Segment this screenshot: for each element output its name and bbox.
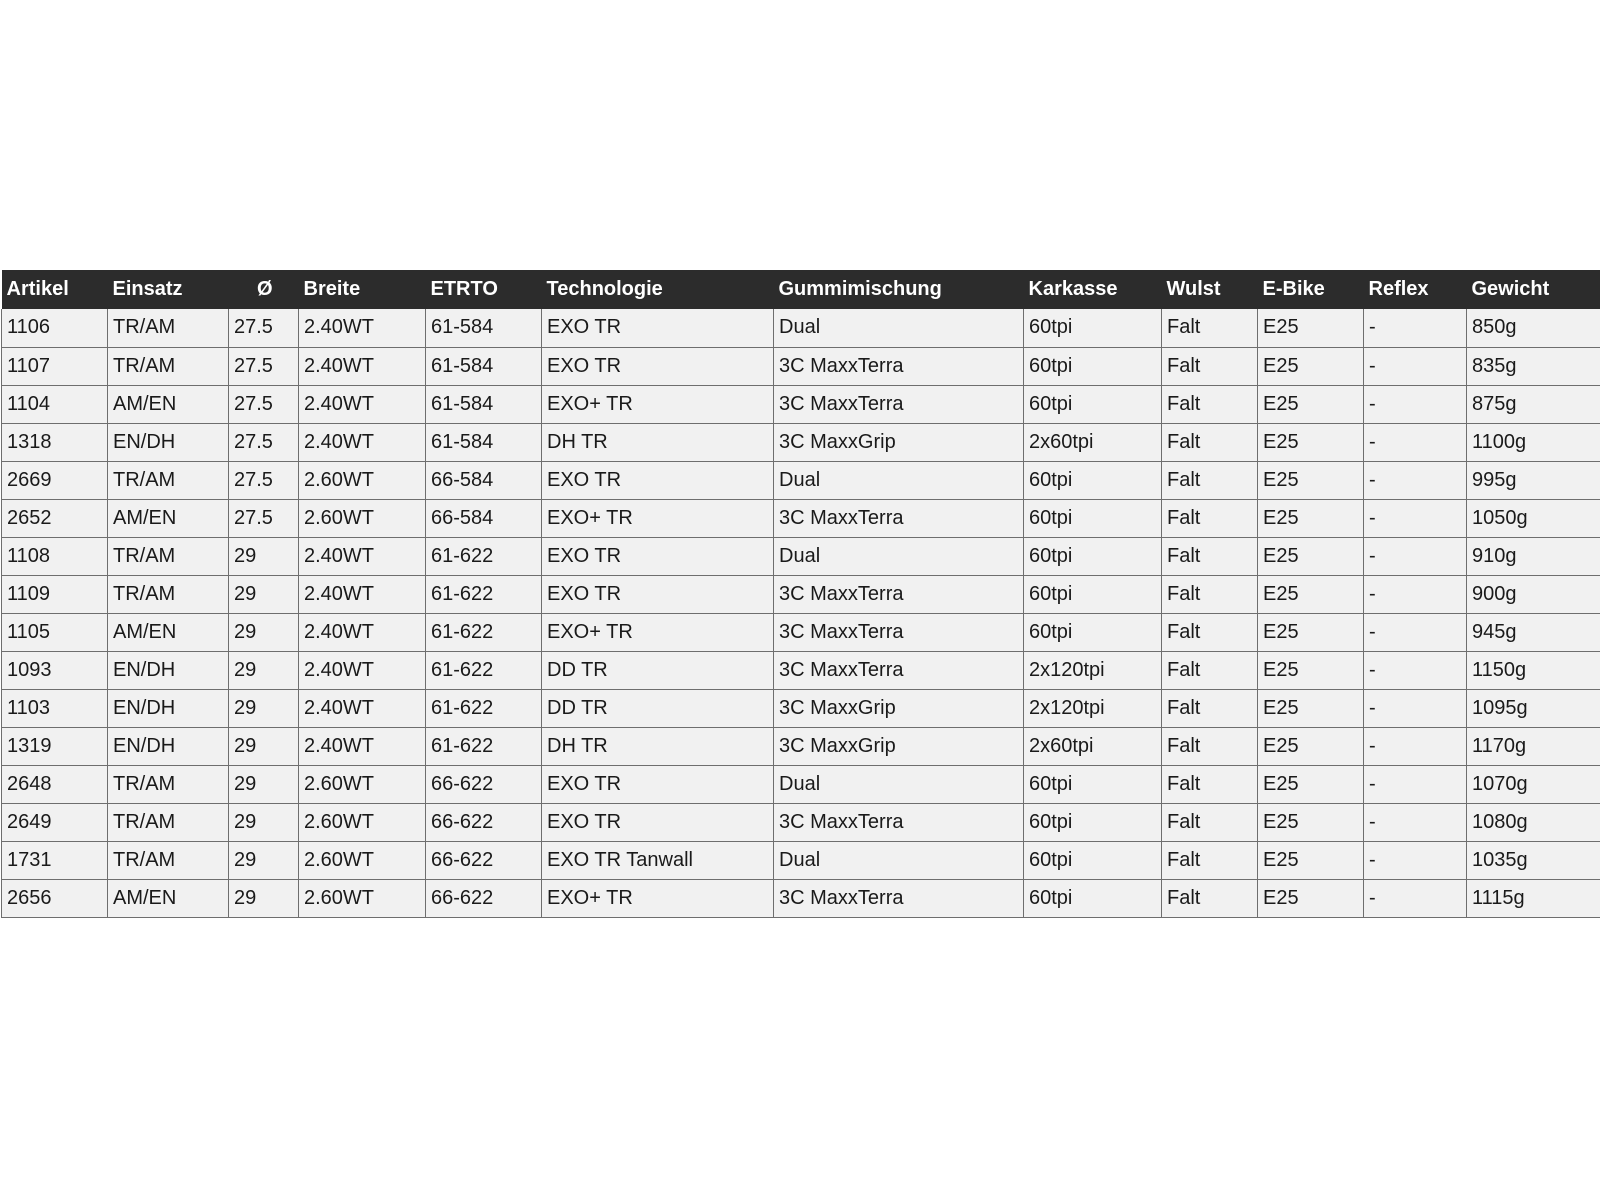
cell-technologie: EXO TR <box>542 765 774 803</box>
cell-etrto: 61-622 <box>426 651 542 689</box>
cell-wulst: Falt <box>1162 613 1258 651</box>
cell-e-bike: E25 <box>1258 765 1364 803</box>
cell-diameter: 27.5 <box>229 423 299 461</box>
cell-reflex: - <box>1364 765 1467 803</box>
cell-reflex: - <box>1364 423 1467 461</box>
cell-gewicht: 1070g <box>1467 765 1600 803</box>
cell-technologie: EXO TR <box>542 803 774 841</box>
table-header <box>2 270 1600 309</box>
cell-etrto: 66-584 <box>426 499 542 537</box>
cell-etrto: 61-584 <box>426 423 542 461</box>
cell-reflex: - <box>1364 803 1467 841</box>
cell-e-bike: E25 <box>1258 423 1364 461</box>
cell-breite: 2.40WT <box>299 613 426 651</box>
cell-e-bike: E25 <box>1258 309 1364 347</box>
cell-einsatz: AM/EN <box>108 385 229 423</box>
cell-einsatz: EN/DH <box>108 651 229 689</box>
column-header-gummimischung: Gummimischung <box>778 278 942 300</box>
cell-breite: 2.40WT <box>299 689 426 727</box>
cell-diameter: 27.5 <box>229 461 299 499</box>
cell-wulst: Falt <box>1162 727 1258 765</box>
cell-einsatz: EN/DH <box>108 423 229 461</box>
cell-artikel: 1107 <box>2 347 108 385</box>
cell-gewicht: 910g <box>1467 537 1600 575</box>
cell-gummimischung: 3C MaxxTerra <box>774 879 1024 917</box>
cell-gummimischung: 3C MaxxTerra <box>774 385 1024 423</box>
table-row <box>2 803 1600 841</box>
cell-artikel: 1319 <box>2 727 108 765</box>
cell-einsatz: TR/AM <box>108 765 229 803</box>
cell-gewicht: 900g <box>1467 575 1600 613</box>
cell-breite: 2.40WT <box>299 537 426 575</box>
cell-technologie: EXO+ TR <box>542 613 774 651</box>
cell-technologie: EXO TR Tanwall <box>542 841 774 879</box>
table-row <box>2 765 1600 803</box>
cell-technologie: EXO TR <box>542 461 774 499</box>
table-row <box>2 879 1600 917</box>
cell-karkasse: 60tpi <box>1024 537 1162 575</box>
cell-e-bike: E25 <box>1258 385 1364 423</box>
cell-breite: 2.40WT <box>299 347 426 385</box>
cell-karkasse: 60tpi <box>1024 841 1162 879</box>
cell-wulst: Falt <box>1162 803 1258 841</box>
cell-reflex: - <box>1364 385 1467 423</box>
cell-gewicht: 875g <box>1467 385 1600 423</box>
cell-einsatz: EN/DH <box>108 689 229 727</box>
cell-artikel: 1318 <box>2 423 108 461</box>
cell-gummimischung: Dual <box>774 461 1024 499</box>
cell-diameter: 29 <box>229 575 299 613</box>
cell-karkasse: 60tpi <box>1024 347 1162 385</box>
column-header-breite: Breite <box>303 278 361 300</box>
cell-etrto: 66-622 <box>426 841 542 879</box>
cell-karkasse: 60tpi <box>1024 803 1162 841</box>
table-row <box>2 613 1600 651</box>
cell-breite: 2.60WT <box>299 765 426 803</box>
cell-breite: 2.60WT <box>299 461 426 499</box>
table-body <box>2 309 1600 917</box>
cell-diameter: 27.5 <box>229 499 299 537</box>
cell-etrto: 66-622 <box>426 803 542 841</box>
cell-e-bike: E25 <box>1258 841 1364 879</box>
cell-wulst: Falt <box>1162 651 1258 689</box>
cell-e-bike: E25 <box>1258 499 1364 537</box>
cell-einsatz: AM/EN <box>108 613 229 651</box>
column-header-etrto: ETRTO <box>430 278 498 300</box>
cell-gewicht: 1050g <box>1467 499 1600 537</box>
cell-technologie: EXO TR <box>542 575 774 613</box>
cell-diameter: 29 <box>229 613 299 651</box>
cell-etrto: 61-584 <box>426 347 542 385</box>
cell-gewicht: 945g <box>1467 613 1600 651</box>
cell-gummimischung: 3C MaxxTerra <box>774 575 1024 613</box>
cell-gewicht: 1115g <box>1467 879 1600 917</box>
cell-gummimischung: Dual <box>774 309 1024 347</box>
cell-einsatz: TR/AM <box>108 803 229 841</box>
table-row <box>2 651 1600 689</box>
cell-gummimischung: 3C MaxxGrip <box>774 423 1024 461</box>
table-row <box>2 347 1600 385</box>
cell-einsatz: TR/AM <box>108 309 229 347</box>
column-header-reflex: Reflex <box>1368 278 1429 300</box>
cell-einsatz: EN/DH <box>108 727 229 765</box>
cell-gummimischung: Dual <box>774 841 1024 879</box>
cell-einsatz: TR/AM <box>108 461 229 499</box>
cell-etrto: 61-622 <box>426 575 542 613</box>
cell-breite: 2.60WT <box>299 803 426 841</box>
cell-artikel: 2648 <box>2 765 108 803</box>
column-header-diameter: Ø <box>256 278 273 300</box>
column-header-e-bike: E-Bike <box>1262 278 1325 300</box>
cell-gummimischung: 3C MaxxGrip <box>774 727 1024 765</box>
cell-reflex: - <box>1364 651 1467 689</box>
cell-reflex: - <box>1364 347 1467 385</box>
cell-gewicht: 1035g <box>1467 841 1600 879</box>
cell-reflex: - <box>1364 841 1467 879</box>
cell-reflex: - <box>1364 309 1467 347</box>
table-row <box>2 841 1600 879</box>
cell-e-bike: E25 <box>1258 347 1364 385</box>
cell-wulst: Falt <box>1162 879 1258 917</box>
cell-einsatz: TR/AM <box>108 575 229 613</box>
cell-wulst: Falt <box>1162 765 1258 803</box>
cell-gewicht: 1170g <box>1467 727 1600 765</box>
cell-breite: 2.60WT <box>299 841 426 879</box>
cell-diameter: 29 <box>229 689 299 727</box>
cell-wulst: Falt <box>1162 347 1258 385</box>
cell-karkasse: 2x120tpi <box>1024 689 1162 727</box>
cell-gummimischung: 3C MaxxGrip <box>774 689 1024 727</box>
cell-artikel: 1109 <box>2 575 108 613</box>
table-row <box>2 537 1600 575</box>
table-row <box>2 423 1600 461</box>
cell-gewicht: 1095g <box>1467 689 1600 727</box>
cell-diameter: 29 <box>229 651 299 689</box>
cell-breite: 2.40WT <box>299 385 426 423</box>
cell-wulst: Falt <box>1162 537 1258 575</box>
cell-etrto: 61-622 <box>426 537 542 575</box>
cell-technologie: DH TR <box>542 423 774 461</box>
cell-technologie: EXO+ TR <box>542 385 774 423</box>
header-row <box>2 270 1600 309</box>
cell-artikel: 2649 <box>2 803 108 841</box>
table-row <box>2 499 1600 537</box>
cell-einsatz: TR/AM <box>108 347 229 385</box>
cell-karkasse: 60tpi <box>1024 613 1162 651</box>
cell-reflex: - <box>1364 461 1467 499</box>
cell-einsatz: TR/AM <box>108 537 229 575</box>
cell-breite: 2.40WT <box>299 727 426 765</box>
cell-reflex: - <box>1364 613 1467 651</box>
table-row <box>2 309 1600 347</box>
cell-breite: 2.40WT <box>299 423 426 461</box>
cell-technologie: DD TR <box>542 689 774 727</box>
tire-spec-table <box>1 270 1600 918</box>
cell-technologie: EXO+ TR <box>542 879 774 917</box>
column-header-einsatz: Einsatz <box>112 278 183 300</box>
cell-einsatz: AM/EN <box>108 499 229 537</box>
cell-karkasse: 60tpi <box>1024 879 1162 917</box>
cell-etrto: 66-584 <box>426 461 542 499</box>
cell-reflex: - <box>1364 879 1467 917</box>
cell-diameter: 27.5 <box>229 309 299 347</box>
table-row <box>2 385 1600 423</box>
table-row <box>2 727 1600 765</box>
cell-karkasse: 60tpi <box>1024 575 1162 613</box>
table-row <box>2 461 1600 499</box>
cell-diameter: 29 <box>229 727 299 765</box>
cell-etrto: 61-584 <box>426 309 542 347</box>
cell-artikel: 1106 <box>2 309 108 347</box>
cell-gummimischung: 3C MaxxTerra <box>774 347 1024 385</box>
cell-gummimischung: Dual <box>774 537 1024 575</box>
cell-gewicht: 835g <box>1467 347 1600 385</box>
cell-artikel: 1105 <box>2 613 108 651</box>
cell-wulst: Falt <box>1162 499 1258 537</box>
cell-artikel: 1104 <box>2 385 108 423</box>
cell-artikel: 1093 <box>2 651 108 689</box>
column-header-karkasse: Karkasse <box>1028 278 1118 300</box>
cell-karkasse: 60tpi <box>1024 499 1162 537</box>
cell-e-bike: E25 <box>1258 651 1364 689</box>
cell-gummimischung: 3C MaxxTerra <box>774 803 1024 841</box>
cell-artikel: 2656 <box>2 879 108 917</box>
cell-technologie: EXO TR <box>542 537 774 575</box>
cell-reflex: - <box>1364 537 1467 575</box>
cell-gewicht: 995g <box>1467 461 1600 499</box>
cell-karkasse: 60tpi <box>1024 461 1162 499</box>
cell-wulst: Falt <box>1162 841 1258 879</box>
cell-breite: 2.40WT <box>299 309 426 347</box>
cell-reflex: - <box>1364 499 1467 537</box>
column-header-gewicht: Gewicht <box>1471 278 1550 300</box>
cell-artikel: 2652 <box>2 499 108 537</box>
cell-breite: 2.60WT <box>299 879 426 917</box>
column-header-wulst: Wulst <box>1166 278 1221 300</box>
cell-karkasse: 2x120tpi <box>1024 651 1162 689</box>
cell-wulst: Falt <box>1162 423 1258 461</box>
cell-gummimischung: 3C MaxxTerra <box>774 651 1024 689</box>
cell-breite: 2.40WT <box>299 651 426 689</box>
cell-breite: 2.40WT <box>299 575 426 613</box>
cell-e-bike: E25 <box>1258 727 1364 765</box>
cell-diameter: 27.5 <box>229 385 299 423</box>
cell-technologie: EXO+ TR <box>542 499 774 537</box>
cell-diameter: 29 <box>229 841 299 879</box>
cell-wulst: Falt <box>1162 689 1258 727</box>
cell-karkasse: 2x60tpi <box>1024 423 1162 461</box>
cell-artikel: 2669 <box>2 461 108 499</box>
cell-wulst: Falt <box>1162 575 1258 613</box>
cell-e-bike: E25 <box>1258 613 1364 651</box>
cell-wulst: Falt <box>1162 385 1258 423</box>
cell-wulst: Falt <box>1162 309 1258 347</box>
cell-gewicht: 1100g <box>1467 423 1600 461</box>
cell-artikel: 1108 <box>2 537 108 575</box>
spec-table-container <box>1 270 1600 918</box>
cell-technologie: DH TR <box>542 727 774 765</box>
cell-gewicht: 1150g <box>1467 651 1600 689</box>
cell-gummimischung: Dual <box>774 765 1024 803</box>
cell-e-bike: E25 <box>1258 879 1364 917</box>
cell-reflex: - <box>1364 575 1467 613</box>
cell-artikel: 1103 <box>2 689 108 727</box>
column-header-artikel: Artikel <box>6 278 69 300</box>
cell-breite: 2.60WT <box>299 499 426 537</box>
cell-gummimischung: 3C MaxxTerra <box>774 613 1024 651</box>
cell-diameter: 29 <box>229 537 299 575</box>
cell-einsatz: AM/EN <box>108 879 229 917</box>
cell-etrto: 66-622 <box>426 765 542 803</box>
cell-technologie: DD TR <box>542 651 774 689</box>
cell-e-bike: E25 <box>1258 537 1364 575</box>
column-header-technologie: Technologie <box>546 278 663 300</box>
cell-artikel: 1731 <box>2 841 108 879</box>
cell-karkasse: 2x60tpi <box>1024 727 1162 765</box>
cell-etrto: 66-622 <box>426 879 542 917</box>
cell-karkasse: 60tpi <box>1024 309 1162 347</box>
cell-e-bike: E25 <box>1258 803 1364 841</box>
cell-etrto: 61-622 <box>426 689 542 727</box>
cell-gewicht: 850g <box>1467 309 1600 347</box>
cell-einsatz: TR/AM <box>108 841 229 879</box>
cell-e-bike: E25 <box>1258 689 1364 727</box>
table-row <box>2 689 1600 727</box>
cell-diameter: 27.5 <box>229 347 299 385</box>
cell-reflex: - <box>1364 689 1467 727</box>
cell-gewicht: 1080g <box>1467 803 1600 841</box>
cell-diameter: 29 <box>229 879 299 917</box>
cell-e-bike: E25 <box>1258 461 1364 499</box>
cell-diameter: 29 <box>229 803 299 841</box>
cell-technologie: EXO TR <box>542 347 774 385</box>
cell-e-bike: E25 <box>1258 575 1364 613</box>
cell-etrto: 61-622 <box>426 727 542 765</box>
cell-etrto: 61-622 <box>426 613 542 651</box>
cell-karkasse: 60tpi <box>1024 385 1162 423</box>
cell-diameter: 29 <box>229 765 299 803</box>
cell-etrto: 61-584 <box>426 385 542 423</box>
cell-wulst: Falt <box>1162 461 1258 499</box>
cell-technologie: EXO TR <box>542 309 774 347</box>
cell-karkasse: 60tpi <box>1024 765 1162 803</box>
table-row <box>2 575 1600 613</box>
cell-gummimischung: 3C MaxxTerra <box>774 499 1024 537</box>
cell-reflex: - <box>1364 727 1467 765</box>
